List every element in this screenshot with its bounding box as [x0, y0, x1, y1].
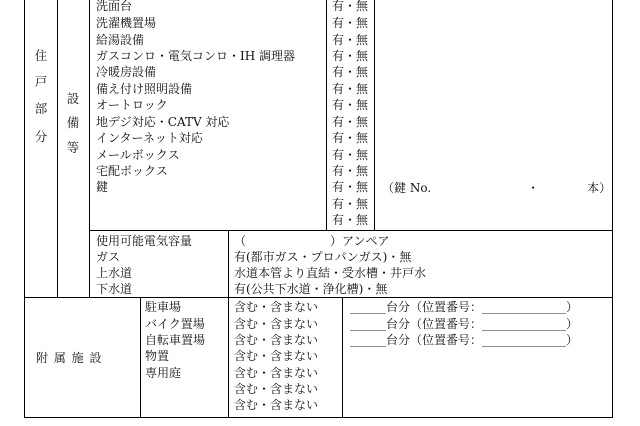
facility-option[interactable]: 含む・含まない: [234, 317, 319, 331]
facility-name: バイク置場: [145, 317, 205, 331]
facility-option[interactable]: 含む・含まない: [234, 300, 319, 314]
jyuko-char: 住: [34, 48, 48, 63]
equipment-status-extra[interactable]: 有・無: [332, 197, 369, 211]
equipment-name: 鍵: [96, 180, 109, 194]
equipment-name: 備え付け照明設備: [96, 82, 193, 96]
facility-option[interactable]: 含む・含まない: [234, 349, 319, 363]
equipment-name: 冷暖房設備: [96, 65, 157, 79]
equipment-name: 宅配ボックス: [96, 164, 168, 178]
key-number-note[interactable]: （鍵 No. ・ 本）: [382, 181, 612, 195]
facility-option[interactable]: 含む・含まない: [234, 398, 319, 412]
facility-name: 駐車場: [145, 300, 182, 314]
facility-option[interactable]: 含む・含まない: [234, 366, 319, 380]
utility-value[interactable]: （ ）アンペア: [234, 234, 390, 248]
equipment-status[interactable]: 有・無: [332, 65, 369, 79]
equipment-name: ガスコンロ・電気コンロ・IH 調理器: [96, 49, 296, 63]
equipment-status[interactable]: 有・無: [332, 16, 369, 30]
facility-name: 物置: [145, 349, 170, 363]
equipment-name: オートロック: [96, 98, 168, 112]
fuzoku-shisetsu-label: 附 属 施 設: [36, 351, 103, 365]
equipment-status[interactable]: 有・無: [332, 180, 369, 194]
setsubi-char: 設: [66, 91, 80, 106]
equipment-status[interactable]: 有・無: [332, 164, 369, 178]
utility-name: ガス: [96, 250, 121, 264]
facility-count[interactable]: ______台分（位置番号：______________）: [350, 300, 579, 314]
equipment-name: 地デジ対応・CATV 対応: [96, 115, 230, 129]
equipment-status[interactable]: 有・無: [332, 33, 369, 47]
equipment-status-extra[interactable]: 有・無: [332, 213, 369, 227]
equipment-name: 洗濯機置場: [96, 16, 157, 30]
equipment-status[interactable]: 有・無: [332, 148, 369, 162]
utility-value[interactable]: 有(都市ガス・プロパンガス)・無: [234, 250, 412, 264]
utility-name: 使用可能電気容量: [96, 234, 193, 248]
equipment-status[interactable]: 有・無: [332, 49, 369, 63]
equipment-status[interactable]: 有・無: [332, 131, 369, 145]
equipment-status[interactable]: 有・無: [332, 115, 369, 129]
equipment-status[interactable]: 有・無: [332, 98, 369, 112]
utility-name: 下水道: [96, 282, 133, 296]
equipment-name: インターネット対応: [96, 131, 203, 145]
jyuko-char: 部: [34, 101, 48, 116]
facility-option[interactable]: 含む・含まない: [234, 333, 319, 347]
jyuko-char: 戸: [34, 74, 48, 89]
facility-name: 自転車置場: [145, 333, 206, 347]
jyuko-char: 分: [34, 129, 48, 144]
equipment-name: メールボックス: [96, 148, 180, 162]
facility-name: 専用庭: [145, 366, 182, 380]
equipment-name: 洗面台: [96, 0, 133, 13]
facility-count[interactable]: ______台分（位置番号：______________）: [350, 333, 579, 347]
equipment-status[interactable]: 有・無: [332, 82, 369, 96]
facility-count[interactable]: ______台分（位置番号：______________）: [350, 317, 579, 331]
utility-value[interactable]: 水道本管より直結・受水槽・井戸水: [234, 266, 427, 280]
equipment-name: 給湯設備: [96, 33, 145, 47]
facility-option[interactable]: 含む・含まない: [234, 382, 319, 396]
utility-name: 上水道: [96, 266, 133, 280]
setsubi-char: 等: [66, 140, 80, 155]
equipment-status[interactable]: 有・無: [332, 0, 369, 13]
setsubi-char: 備: [66, 115, 80, 130]
utility-value[interactable]: 有(公共下水道・浄化槽)・無: [234, 282, 388, 296]
